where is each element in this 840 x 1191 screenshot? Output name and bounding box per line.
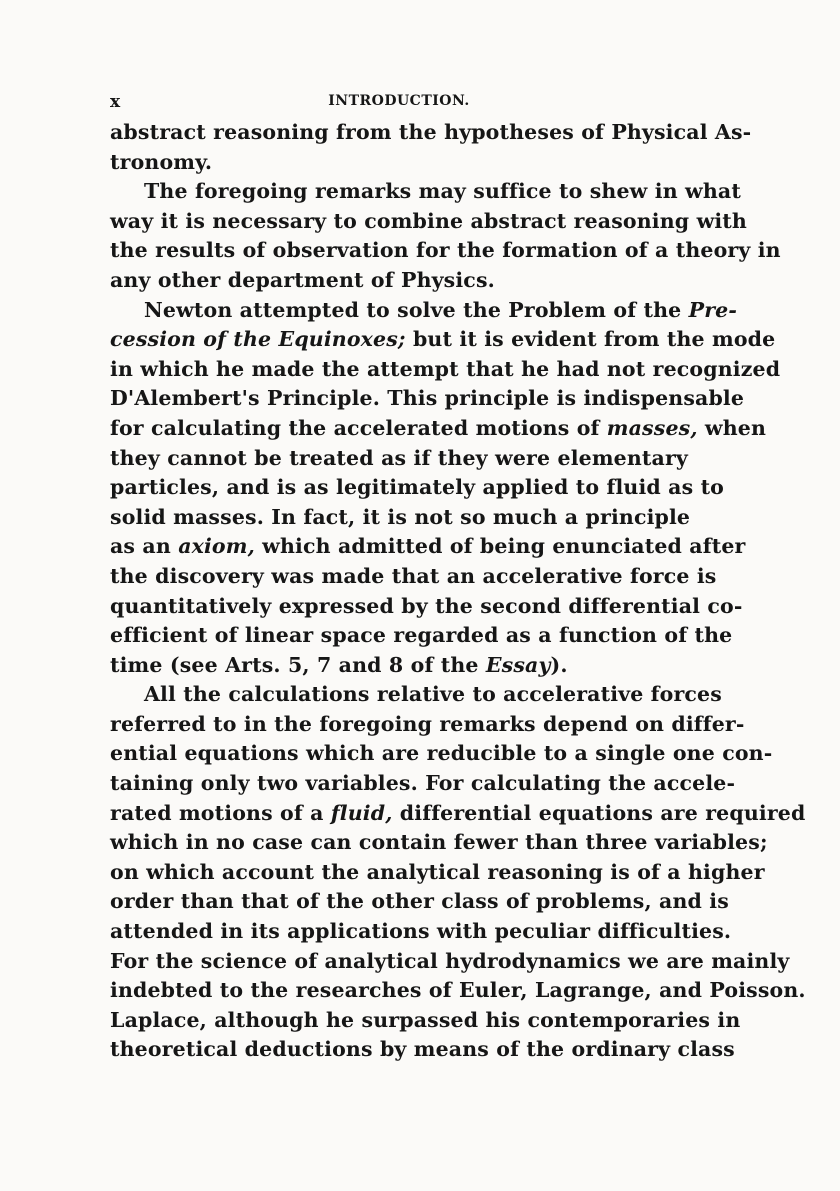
italic-text: Essay bbox=[485, 652, 551, 677]
text-line bbox=[110, 444, 688, 474]
text-line bbox=[110, 355, 781, 385]
text-run: differential equations are required bbox=[392, 800, 806, 825]
text-line bbox=[110, 325, 776, 355]
text-run: For the science of analytical hydrodynamics we are mainly bbox=[110, 948, 790, 973]
text-run: way it is necessary to combine abstract reasoning with bbox=[110, 208, 747, 233]
text-line bbox=[110, 799, 806, 829]
text-line bbox=[110, 562, 717, 592]
text-line bbox=[110, 1006, 741, 1036]
text-run: abstract reasoning from the hypotheses of Physical As- bbox=[110, 120, 752, 144]
text-run: ential equations which are reducible to a single one con- bbox=[110, 741, 773, 766]
text-run: order than that of the other class of problems, and is bbox=[110, 889, 729, 914]
text-line bbox=[110, 828, 768, 858]
text-run: efficient of linear space regarded as a function of the bbox=[110, 623, 733, 648]
text-run: time (see Arts. 5, 7 and 8 of the bbox=[110, 652, 486, 677]
text-line bbox=[110, 917, 732, 947]
text-line bbox=[110, 266, 688, 296]
text-line bbox=[110, 592, 743, 622]
text-line bbox=[110, 177, 741, 207]
text-run: D'Alembert's Principle. This principle is indispensable bbox=[110, 386, 745, 411]
text-line bbox=[110, 887, 729, 917]
text-run: particles, and is as legitimately applied to fluid as to bbox=[110, 475, 725, 500]
text-run: The foregoing remarks may suffice to shew in what bbox=[144, 179, 741, 204]
italic-text: Pre- bbox=[688, 297, 737, 322]
page-number: x bbox=[110, 92, 121, 112]
text-run: ). bbox=[550, 652, 568, 677]
text-line bbox=[110, 651, 688, 681]
text-line bbox=[110, 621, 733, 651]
text-run: as an bbox=[110, 534, 179, 559]
text-run: when bbox=[697, 415, 766, 440]
text-line bbox=[110, 769, 736, 799]
text-run: the discovery was made that an accelerative force is bbox=[110, 563, 717, 588]
italic-text: fluid, bbox=[330, 800, 393, 825]
text-run: theoretical deductions by means of the ordinary class bbox=[110, 1037, 735, 1062]
italic-text: masses, bbox=[606, 415, 698, 440]
text-run: which admitted of being enunciated after bbox=[254, 534, 746, 559]
text-line bbox=[110, 503, 691, 533]
text-line bbox=[110, 384, 745, 414]
text-run: indebted to the researches of Euler, Lagrange, and Poisson. bbox=[110, 978, 806, 1003]
text-run: in which he made the attempt that he had not recognized bbox=[110, 356, 781, 381]
text-line bbox=[110, 947, 790, 977]
running-head: INTRODUCTION. bbox=[328, 93, 470, 109]
text-run: quantitatively expressed by the second differential co- bbox=[110, 593, 743, 618]
text-line bbox=[110, 118, 752, 148]
text-line bbox=[110, 710, 745, 740]
text-run: taining only two variables. For calculating the accele- bbox=[110, 771, 736, 796]
text-run: tronomy. bbox=[110, 149, 213, 174]
text-line bbox=[110, 296, 737, 326]
text-line bbox=[110, 1035, 735, 1065]
text-line bbox=[110, 532, 746, 562]
text-run: for calculating the accelerated motions of bbox=[110, 415, 607, 440]
text-line bbox=[110, 976, 806, 1006]
text-line bbox=[110, 739, 773, 769]
text-run: Newton attempted to solve the Problem of the bbox=[144, 297, 689, 322]
text-run: rated motions of a bbox=[110, 800, 331, 825]
text-line bbox=[110, 236, 781, 266]
italic-text: axiom, bbox=[178, 534, 255, 559]
text-run: solid masses. In fact, it is not so much a principle bbox=[110, 504, 691, 529]
text-run: they cannot be treated as if they were elementary bbox=[110, 445, 688, 470]
italic-text: cession of the Equinoxes; bbox=[110, 327, 406, 352]
text-line bbox=[110, 207, 747, 237]
body-text bbox=[110, 118, 806, 1065]
text-run: All the calculations relative to accelerative forces bbox=[144, 682, 722, 707]
text-line bbox=[110, 473, 725, 503]
text-run: any other department of Physics. bbox=[110, 267, 495, 292]
text-run: the results of observation for the formation of a theory in bbox=[110, 238, 781, 263]
text-run: Laplace, although he surpassed his contemporaries in bbox=[110, 1007, 741, 1032]
text-run: on which account the analytical reasoning is of a higher bbox=[110, 859, 765, 884]
text-run: attended in its applications with peculiar difficulties. bbox=[110, 919, 732, 944]
text-line bbox=[110, 858, 765, 888]
text-line bbox=[110, 414, 766, 444]
text-line bbox=[110, 148, 688, 178]
text-run: which in no case can contain fewer than three variables; bbox=[110, 830, 768, 855]
text-line bbox=[110, 680, 722, 710]
text-run: referred to in the foregoing remarks depend on differ- bbox=[110, 711, 745, 736]
text-run: but it is evident from the mode bbox=[405, 327, 776, 352]
page-header bbox=[110, 88, 688, 118]
